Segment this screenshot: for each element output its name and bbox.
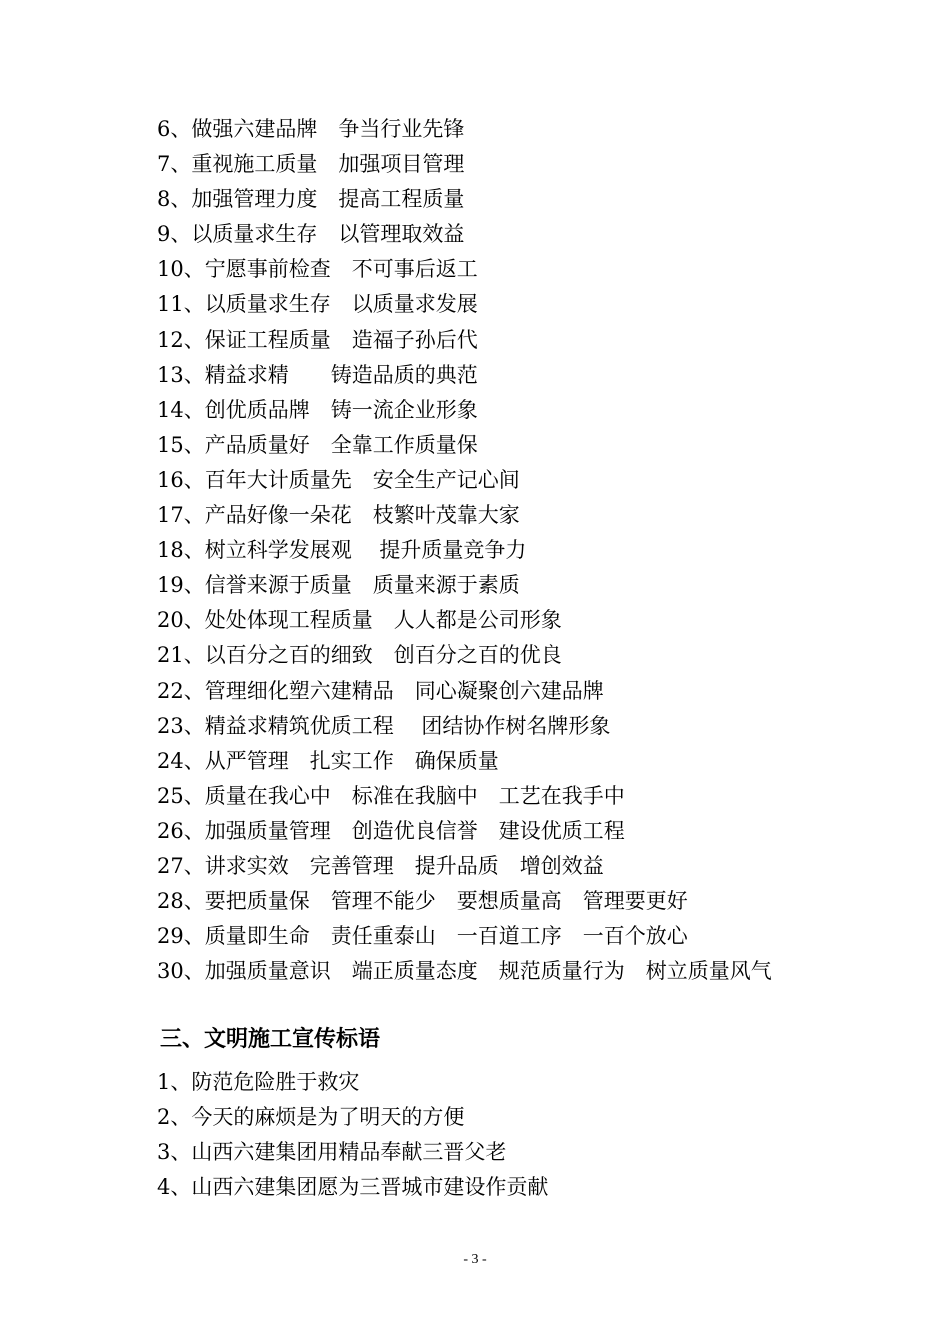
slogan-line: 29、质量即生命 责任重泰山 一百道工序 一百个放心	[157, 924, 688, 949]
section-heading: 三、文明施工宣传标语	[160, 1027, 381, 1052]
slogan-line: 26、加强质量管理 创造优良信誉 建设优质工程	[157, 818, 625, 843]
slogan-line: 18、树立科学发展观 提升质量竞争力	[157, 538, 527, 563]
slogan-line: 24、从严管理 扎实工作 确保质量	[157, 748, 499, 773]
civilized-construction-slogan-list	[157, 1065, 917, 1205]
slogan-line: 11、以质量求生存 以质量求发展	[157, 292, 478, 317]
slogan-line: 3、山西六建集团用精品奉献三晋父老	[157, 1140, 507, 1165]
slogan-line: 2、今天的麻烦是为了明天的方便	[157, 1105, 465, 1130]
slogan-line: 1、防范危险胜于救灾	[157, 1070, 360, 1094]
slogan-line: 16、百年大计质量先 安全生产记心间	[157, 467, 520, 492]
slogan-line: 19、信誉来源于质量 质量来源于素质	[157, 573, 520, 598]
slogan-line: 17、产品好像一朵花 枝繁叶茂靠大家	[157, 503, 520, 528]
slogan-line: 9、以质量求生存 以管理取效益	[157, 222, 465, 247]
slogan-line: 15、产品质量好 全靠工作质量保	[157, 432, 478, 457]
slogan-line: 6、做强六建品牌 争当行业先锋	[157, 117, 465, 141]
slogan-line: 10、宁愿事前检查 不可事后返工	[157, 257, 478, 282]
slogan-line: 14、创优质品牌 铸一流企业形象	[157, 397, 478, 422]
slogan-line: 27、讲求实效 完善管理 提升品质 增创效益	[157, 853, 604, 878]
slogan-line: 28、要把质量保 管理不能少 要想质量高 管理要更好	[157, 889, 688, 914]
page-number: - 3 -	[463, 1252, 487, 1267]
slogan-line: 4、山西六建集团愿为三晋城市建设作贡献	[157, 1175, 549, 1200]
quality-slogan-list	[157, 112, 917, 989]
slogan-line: 13、精益求精 铸造品质的典范	[157, 362, 478, 387]
slogan-line: 21、以百分之百的细致 创百分之百的优良	[157, 643, 562, 668]
slogan-line: 25、质量在我心中 标准在我脑中 工艺在我手中	[157, 783, 625, 808]
slogan-line: 8、加强管理力度 提高工程质量	[157, 187, 465, 212]
slogan-line: 22、管理细化塑六建精品 同心凝聚创六建品牌	[157, 678, 604, 703]
slogan-line: 30、加强质量意识 端正质量态度 规范质量行为 树立质量风气	[157, 959, 772, 984]
slogan-line: 12、保证工程质量 造福子孙后代	[157, 327, 478, 352]
slogan-line: 20、处处体现工程质量 人人都是公司形象	[157, 608, 562, 633]
slogan-line: 7、重视施工质量 加强项目管理	[157, 152, 465, 177]
slogan-line: 23、精益求精筑优质工程 团结协作树名牌形象	[157, 713, 611, 738]
